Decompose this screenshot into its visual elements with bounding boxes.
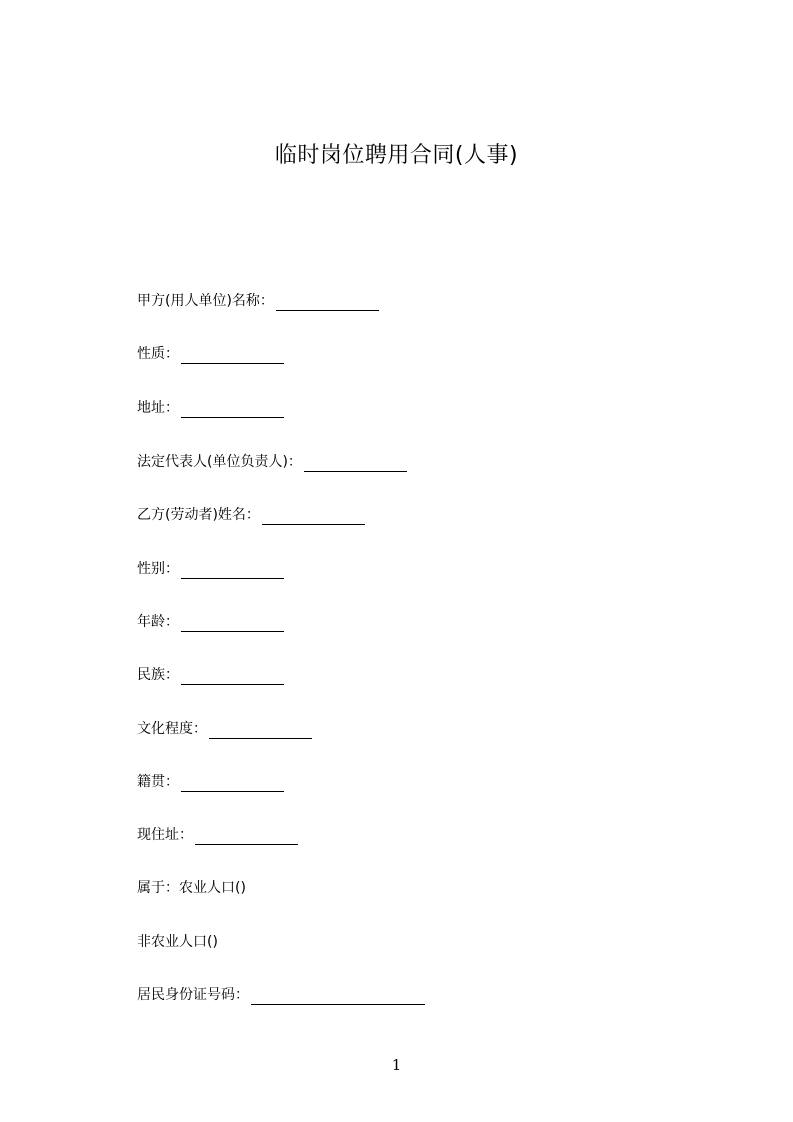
field-label: 法定代表人(单位负责人)： [137, 454, 302, 470]
blank-line [181, 401, 284, 418]
blank-line [262, 508, 365, 525]
field-label: 居民身份证号码： [137, 987, 249, 1003]
field-label: 非农业人口() [137, 934, 218, 950]
field-label: 现住址： [137, 827, 193, 843]
nature-field [137, 344, 284, 364]
age-field [137, 612, 284, 632]
party-b-name-field [137, 505, 365, 525]
field-label: 性质： [137, 346, 179, 362]
party-a-name-field [137, 291, 379, 311]
blank-line [181, 668, 284, 685]
blank-line [181, 775, 284, 792]
blank-line [181, 562, 284, 579]
document-title: 临时岗位聘用合同(人事) [274, 143, 519, 168]
ethnicity-field [137, 665, 284, 685]
current-address-field [137, 825, 298, 845]
blank-line [304, 455, 407, 472]
field-label: 文化程度： [137, 721, 207, 737]
field-label: 地址： [137, 400, 179, 416]
agricultural-household-line [137, 878, 246, 898]
blank-line [276, 294, 379, 311]
blank-line [181, 615, 284, 632]
field-label: 甲方(用人单位)名称： [137, 293, 274, 309]
field-label: 属于：农业人口() [137, 880, 246, 896]
legal-representative-field [137, 452, 407, 472]
blank-line [181, 347, 284, 364]
field-label: 民族： [137, 667, 179, 683]
field-label: 年龄： [137, 614, 179, 630]
field-label: 性别： [137, 561, 179, 577]
field-label: 籍贯： [137, 774, 179, 790]
blank-line [195, 828, 298, 845]
blank-line [251, 988, 425, 1005]
address-field [137, 398, 284, 418]
gender-field [137, 559, 284, 579]
page-number: 1 [391, 1056, 402, 1074]
id-number-field [137, 985, 425, 1005]
field-label: 乙方(劳动者)姓名： [137, 507, 260, 523]
native-place-field [137, 772, 284, 792]
non-agricultural-household-line [137, 932, 218, 952]
education-field [137, 719, 312, 739]
blank-line [209, 722, 312, 739]
